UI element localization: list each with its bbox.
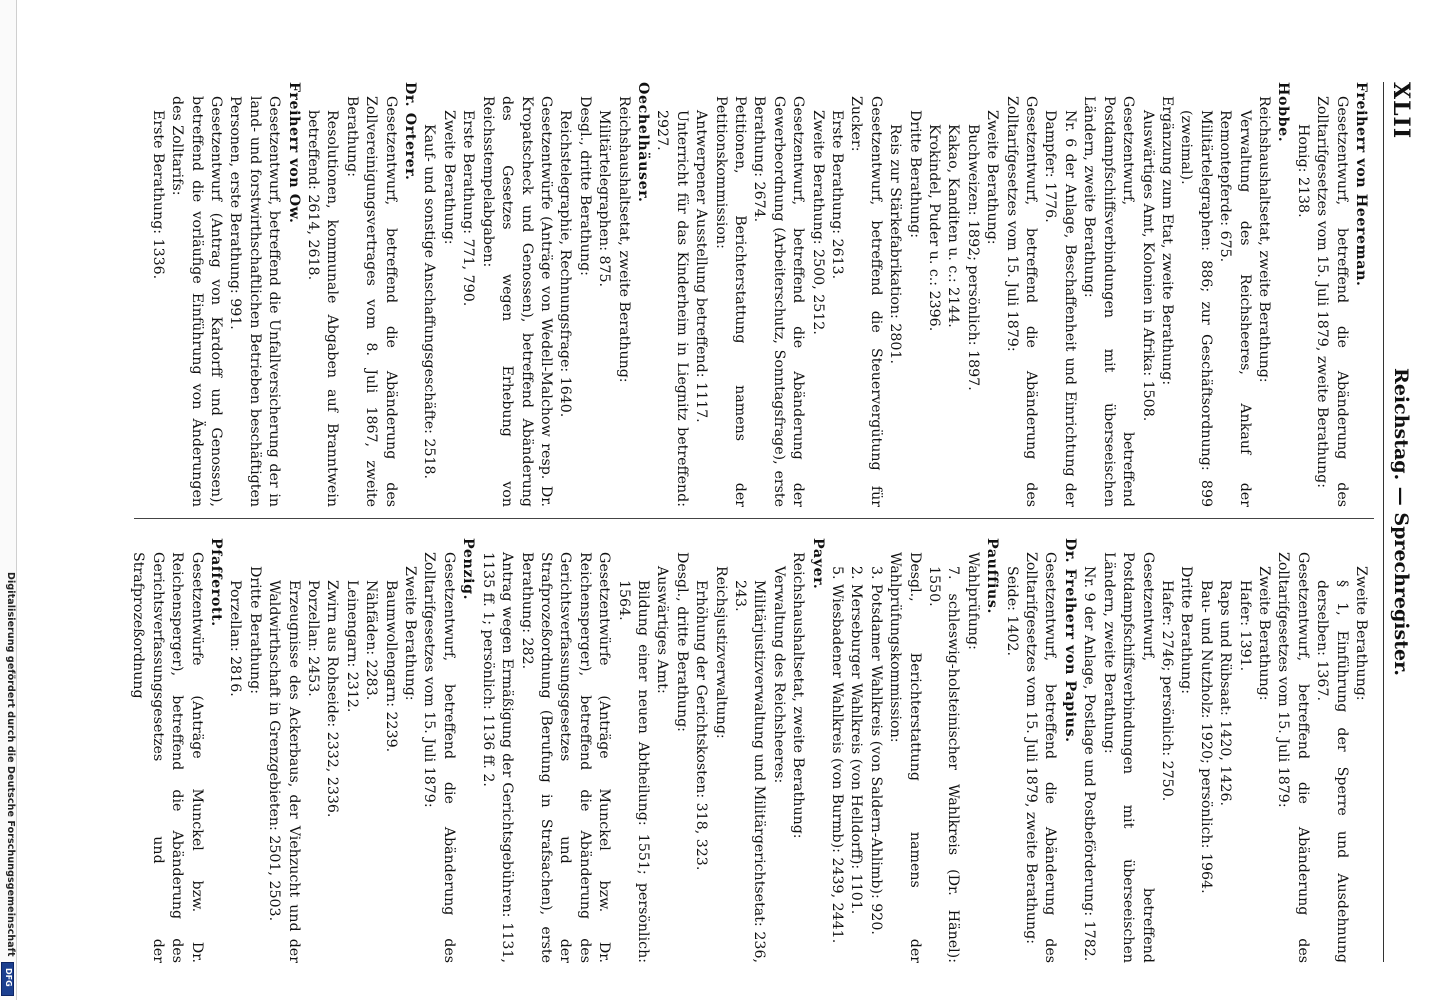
register-entry: Zweite Berathung:: [402, 566, 419, 701]
register-entry: Unterricht für das Kinderheim in Liegnitz betreffend: 2927.: [654, 110, 690, 507]
register-entry: Kakao, Kanditen u. c.: 2144.: [945, 124, 962, 328]
speaker-name: Dr. Freiherr von Papius.: [1061, 538, 1078, 743]
register-entry: Petitionen, Berichterstattung namens der Petitionskommission:: [712, 96, 748, 507]
speaker-name: Payer.: [809, 538, 826, 590]
register-entry: Gesetzentwurf, betreffend die Abänderung des Zolltarifgesetzes vom 15. Juli 1879, zweite Berathung:: [1023, 552, 1059, 963]
register-entry: Verwaltung des Reichsheeres, Ankauf der Remontepferde: 675.: [1217, 110, 1253, 507]
register-entry: Buchweizen: 1892; persönlich: 1897.: [964, 124, 981, 391]
register-entry: Verwaltung des Reichsheeres:: [770, 566, 787, 784]
right-column: [120, 538, 1370, 963]
speaker-name: Dr. Orterer.: [402, 82, 419, 181]
register-entry: Reichshaushaltsetat, zweite Berathung:: [615, 96, 632, 383]
register-entry: Gesetzentwurf, betreffend die Abänderung der Gewerbeordnung (Arbeiterschutz, Sonntagsfrage), erste Berathung: 2674.: [751, 96, 807, 507]
register-entry: Porzellan: 2816.: [227, 580, 244, 697]
digitization-credit: Digitalisierung gefördert durch die Deutsche Forschungsgemeinschaft: [5, 572, 16, 957]
column-divider: [134, 518, 1374, 519]
register-entry: Dritte Berathung:: [1178, 566, 1195, 695]
register-entry: Gesetzentwurf, betreffend die Steuervergütung für Zucker:: [848, 96, 884, 507]
register-entry: Gesetzentwurf, betreffend die Abänderung des Zolltarifgesetzes vom 15. Juli 1879:: [421, 552, 457, 963]
register-entry: Zweite Berathung:: [1353, 566, 1369, 701]
register-entry: Nr. 9 der Anlage, Postlage und Postbeförderung: 1782.: [1081, 566, 1098, 962]
register-entry: Gesetzentwurf, betreffend die Abänderung des Zolltarifgesetzes vom 15. Juli 1879:: [1275, 552, 1311, 963]
left-column: [120, 82, 1370, 507]
register-entry: Gesetzentwurf, betreffend die Abänderung des Zollvereinigungsvertrages vom 8. Juli 1867, zweite Berathung:: [343, 96, 399, 507]
dfg-logo-text: DFG: [4, 968, 13, 987]
speaker-name: Freiherr von Ow.: [285, 82, 302, 224]
register-entry: Honig: 2138.: [1294, 124, 1311, 218]
register-entry: Erzeugnisse des Ackerbaus, der Viehzucht und der Waldwirthschaft in Grenzgebieten: 2501, 2503.: [266, 580, 302, 963]
speaker-name: Oechelhäuser.: [634, 82, 651, 203]
speaker-name: Pauffius.: [984, 538, 1001, 615]
register-entry: Militärtelegraphen: 875.: [596, 110, 613, 288]
register-entry: Erste Berathung: 771, 790.: [460, 110, 477, 307]
register-entry: Erste Berathung: 1336.: [149, 110, 166, 280]
register-entry: Ergänzung zum Etat, zweite Berathung:: [1158, 96, 1175, 386]
register-entry: Hafer: 2746; persönlich: 2750.: [1158, 580, 1175, 802]
register-entry: Krokindel, Puder u. c.: 2396.: [926, 124, 943, 332]
register-entry: Seide: 1402.: [1003, 566, 1020, 657]
digitization-strip: [0, 0, 17, 1000]
register-entry: Desgl., Berichterstattung namens der Wahlprüfungskommission:: [887, 552, 923, 963]
register-entry: Gesetzentwurf, betreffend die Abänderung des Zolltarifgesetzes vom 15. Juli 1879:: [1003, 96, 1040, 507]
register-entry: Gesetzentwurf, betreffend Postdampfschiffsverbindungen mit überseeischen Ländern, zweite Berathung:: [1100, 552, 1156, 963]
register-entry: Zweite Berathung:: [984, 110, 1001, 245]
speaker-name: Pfafferott.: [208, 538, 225, 627]
register-entry: Leinengarn: 2312.: [343, 580, 360, 713]
dfg-logo: [1, 962, 14, 996]
register-entry: Porzellan: 2453.: [305, 580, 322, 697]
register-entry: Bildung einer neuen Abtheilung: 1551; persönlich: 1564.: [615, 580, 651, 963]
register-entry: Zweite Berathung:: [1255, 566, 1272, 701]
register-entry: Reis zur Stärkefabrikation: 2801.: [887, 124, 904, 364]
register-entry: Antwerpener Ausstellung betreffend: 1117.: [693, 110, 710, 423]
register-entry: Militärtelegraphen: 886; zur Geschäftsordnung: 899 (zweimal).: [1178, 110, 1214, 507]
register-entry: Desgl., dritte Berathung:: [673, 552, 690, 732]
register-entry: Dritte Berathung:: [246, 566, 263, 695]
register-entry: Desgl., dritte Berathung:: [576, 96, 593, 276]
register-entry: Resolutionen, kommunale Abgaben auf Branntwein betreffend: 2614, 2618.: [305, 110, 341, 507]
register-entry: Zwirn aus Rohseide: 2332, 2336.: [324, 580, 341, 818]
section-title: Reichstag. — Sprechregister.: [1390, 368, 1412, 676]
register-entry: Hafer: 1391.: [1236, 580, 1253, 672]
register-entry: Gesetzentwurf, betreffend die Abänderung des Zolltarifgesetzes vom 15. Juli 1879, zweite Berathung:: [1314, 96, 1350, 507]
register-entry: Reichshaushaltsetat, zweite Berathung:: [790, 552, 807, 839]
register-entry: Erste Berathung: 2613.: [829, 110, 846, 280]
register-entry: Gesetzentwurf, betreffend Postdampfschiffsverbindungen mit überseeischen Ländern, zweite Berathung:: [1081, 96, 1137, 507]
register-entry: Antrag wegen Ermäßigung der Gerichtsgebühren: 1131, 1135 ff. 1; persönlich: 1136 ff. 2.: [479, 552, 516, 963]
register-entry: Auswärtiges Amt:: [654, 566, 671, 694]
speaker-name: Hobbe.: [1275, 82, 1292, 143]
register-entry: Reichshaushaltsetat, zweite Berathung:: [1255, 96, 1272, 383]
register-entry: 2. Merseburger Wahlkreis (von Helldorff): 1101.: [848, 566, 865, 915]
register-entry: Bau- und Nutzholz: 1920; persönlich: 1964.: [1197, 580, 1214, 894]
register-entry: 5. Wiesbadener Wahlkreis (von Burmb): 2439, 2441.: [829, 566, 846, 944]
register-entry: Zweite Berathung:: [440, 110, 457, 245]
register-entry: Gesetzentwurf (Antrag von Kardorff und Genossen), betreffend die vorläufige Einführung von Änderungen des Zolltarifs:: [169, 96, 225, 507]
register-entry: Gesetzentwürfe (Anträge Munckel bzw. Dr. Reichensperger), betreffend die Abänderung des Gerichtsverfassungsgesetzes und der Strafprozeßordnung (Berufung in Strafsachen), erste Berathung: 282.: [518, 552, 613, 963]
running-head: [1383, 82, 1418, 962]
register-entry: 3. Potsdamer Wahlkreis (von Saldern-Ahlimb): 920.: [867, 566, 884, 935]
register-entry: Reichstelegraphie, Rechnungsfrage: 1640.: [557, 110, 574, 418]
register-entry: Zweite Berathung: 2500, 2512.: [809, 110, 826, 335]
register-entry: Nr. 6 der Anlage, Beschaffenheit und Einrichtung der Dampfer: 1776.: [1042, 110, 1078, 507]
register-entry: Militärjustizverwaltung und Militärgerichtsetat: 236, 243.: [732, 580, 768, 963]
register-entry: Dritte Berathung:: [906, 110, 923, 239]
register-entry: Auswärtiges Amt, Kolonien in Afrika: 1508.: [1139, 110, 1156, 422]
page-number: XLII: [1388, 82, 1414, 140]
register-entry: Gesetzentwurf, betreffend die Unfallversicherung der in land- und forstwirthschaftlichen Betrieben beschäftigten Personen, erste Berathung: 991.: [227, 96, 283, 507]
register-entry: Wahlprüfung:: [964, 552, 981, 650]
register-entry: Kauf- und sonstige Anschaffungsgeschäfte: 2518.: [421, 124, 438, 480]
register-entry: Gesetzentwürfe (Anträge Munckel bzw. Dr. Reichensperger), betreffend die Abänderung des Gerichtsverfassungsgesetzes und der Strafprozeßordnung: [130, 552, 205, 963]
register-entry: Gesetzentwürfe (Anträge von Wedell-Malchow resp. Dr. Kropatscheck und Genossen), betreffend Abänderung des Gesetzes wegen Erhebung von Reichsstempelabgaben:: [479, 96, 554, 507]
register-entry: Raps und Rübsaat: 1420, 1426.: [1217, 580, 1234, 807]
speaker-name: Penzig.: [460, 538, 477, 601]
register-entry: Reichsjustizverwaltung:: [712, 566, 729, 739]
speaker-name: Freiherr von Heereman.: [1353, 82, 1369, 287]
register-entry: Baumwollengarn: 2239.: [382, 580, 399, 753]
register-entry: Nähfäden: 2283.: [363, 580, 380, 701]
register-entry: Erhöhung der Gerichtskosten: 318, 323.: [693, 580, 710, 871]
document-page: [102, 40, 1432, 980]
register-entry: § 1, Einführung der Sperre und Ausdehnung derselben: 1367.: [1314, 580, 1350, 963]
register-entry: 7. schleswig-holsteinischer Wahlkreis (Dr. Hänel): 1550.: [926, 566, 962, 963]
